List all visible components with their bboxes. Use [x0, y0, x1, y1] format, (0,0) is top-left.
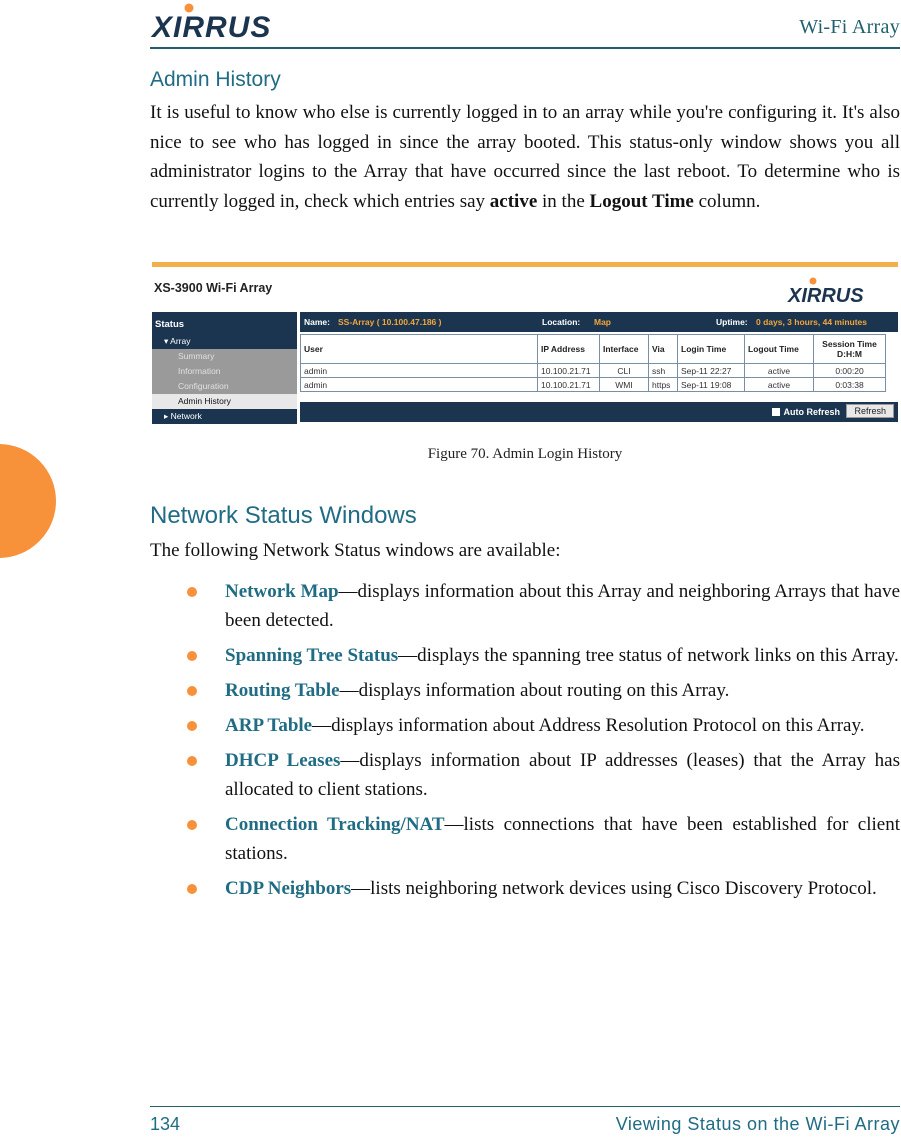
sidebar-item-summary[interactable]: Summary [178, 351, 215, 361]
list-item-cdp-neighbors: CDP Neighbors—lists neighboring network devices using Cisco Discovery Protocol. [150, 874, 900, 903]
xirrus-logo [150, 0, 310, 42]
bullet-icon [187, 686, 197, 696]
table-row [301, 378, 886, 392]
chapter-title: Viewing Status on the Wi-Fi Array [615, 1114, 900, 1134]
cell-logout-time: active [745, 364, 814, 378]
admin-history-table [300, 334, 886, 392]
list-item-spanning-tree: Spanning Tree Status—displays the spanning tree status of network links on this Array. [150, 641, 900, 670]
cell-session-time: 0:00:20 [814, 364, 886, 378]
bullet-icon [187, 651, 197, 661]
sidebar-item-network[interactable]: ▸ Network [152, 409, 297, 424]
cell-via: ssh [649, 364, 678, 378]
cell-user: admin [301, 364, 538, 378]
figure-model-title: XS-3900 Wi-Fi Array [154, 281, 273, 295]
header-rule [150, 47, 900, 49]
bullet-icon [187, 756, 197, 766]
checkbox-icon[interactable] [772, 408, 780, 416]
section-heading-admin-history: Admin History [150, 68, 281, 91]
page-footer [150, 1106, 900, 1134]
refresh-button[interactable]: Refresh [846, 404, 894, 418]
bullet-icon [187, 884, 197, 894]
figure-main-panel [300, 312, 898, 422]
document-title: Wi-Fi Array [799, 16, 900, 38]
sidebar-item-information[interactable]: Information [178, 366, 221, 376]
list-item-connection-tracking: Connection Tracking/NAT—lists connections that have been established for client stations. [150, 810, 900, 868]
name-value: SS-Array ( 10.100.47.186 ) [338, 317, 442, 327]
footer-rule [150, 1106, 900, 1107]
bullet-icon [187, 820, 197, 830]
cell-login-time: Sep-11 22:27 [678, 364, 745, 378]
location-label: Location: [542, 317, 581, 327]
logo-text: XIRRUS [152, 11, 272, 42]
cell-ip: 10.100.21.71 [538, 378, 600, 392]
cell-via: https [649, 378, 678, 392]
bullet-icon [187, 587, 197, 597]
list-item-arp-table: ARP Table—displays information about Address Resolution Protocol on this Array. [150, 711, 900, 740]
svg-text:XIRRUS: XIRRUS [788, 285, 864, 306]
sidebar-item-configuration[interactable]: Configuration [178, 381, 229, 391]
sidebar-heading: Status [152, 312, 297, 334]
page-number: 134 [150, 1114, 181, 1134]
chapter-tab-marker [0, 444, 56, 558]
col-login-time: Login Time [678, 335, 745, 364]
list-item-dhcp-leases: DHCP Leases—displays information about IP addresses (leases) that the Array has allocated to client stations. [150, 746, 900, 804]
page-header [150, 0, 900, 52]
figure-caption: Figure 70. Admin Login History [427, 446, 623, 462]
figure-info-bar [300, 312, 898, 332]
network-status-intro: The following Network Status windows are available: [150, 540, 561, 561]
cell-login-time: Sep-11 19:08 [678, 378, 745, 392]
col-via: Via [649, 335, 678, 364]
list-item-network-map: Network Map—displays information about this Array and neighboring Arrays that have been detected. [150, 577, 900, 635]
location-value: Map [594, 317, 611, 327]
cell-user: admin [301, 378, 538, 392]
cell-interface: CLI [600, 364, 649, 378]
col-user: User [301, 335, 538, 364]
auto-refresh-checkbox[interactable]: Auto Refresh [772, 407, 840, 417]
network-status-list [150, 577, 900, 909]
name-label: Name: [304, 317, 330, 327]
table-row [301, 364, 886, 378]
section-heading-network-status: Network Status Windows [150, 502, 417, 529]
cell-ip: 10.100.21.71 [538, 364, 600, 378]
figure-footer-bar [300, 402, 898, 422]
uptime-label: Uptime: [716, 317, 748, 327]
figure-top-band [152, 262, 898, 267]
figure-sidebar [152, 312, 297, 422]
admin-history-screenshot [152, 262, 898, 422]
cell-logout-time: active [745, 378, 814, 392]
figure-xirrus-logo [786, 276, 896, 306]
sidebar-item-admin-history[interactable]: Admin History [152, 394, 297, 409]
uptime-value: 0 days, 3 hours, 44 minutes [756, 317, 868, 327]
cell-session-time: 0:03:38 [814, 378, 886, 392]
bullet-icon [187, 721, 197, 731]
list-item-routing-table: Routing Table—displays information about routing on this Array. [150, 676, 900, 705]
col-ip-address: IP Address [538, 335, 600, 364]
sidebar-item-array[interactable]: ▾ Array [152, 334, 297, 349]
table-header-row [301, 335, 886, 364]
col-interface: Interface [600, 335, 649, 364]
admin-history-paragraph: It is useful to know who else is currently logged in to an array while you're configuring it. It's also nice to see who has logged in since the array booted. This status-only window shows you all administrator logins to the Array that have occurred since the last reboot. To determine who is currently logged in, check which entries say active in the Logout Time column. [150, 102, 900, 212]
col-session-time: Session Time D:H:M [814, 335, 886, 364]
col-logout-time: Logout Time [745, 335, 814, 364]
cell-interface: WMI [600, 378, 649, 392]
